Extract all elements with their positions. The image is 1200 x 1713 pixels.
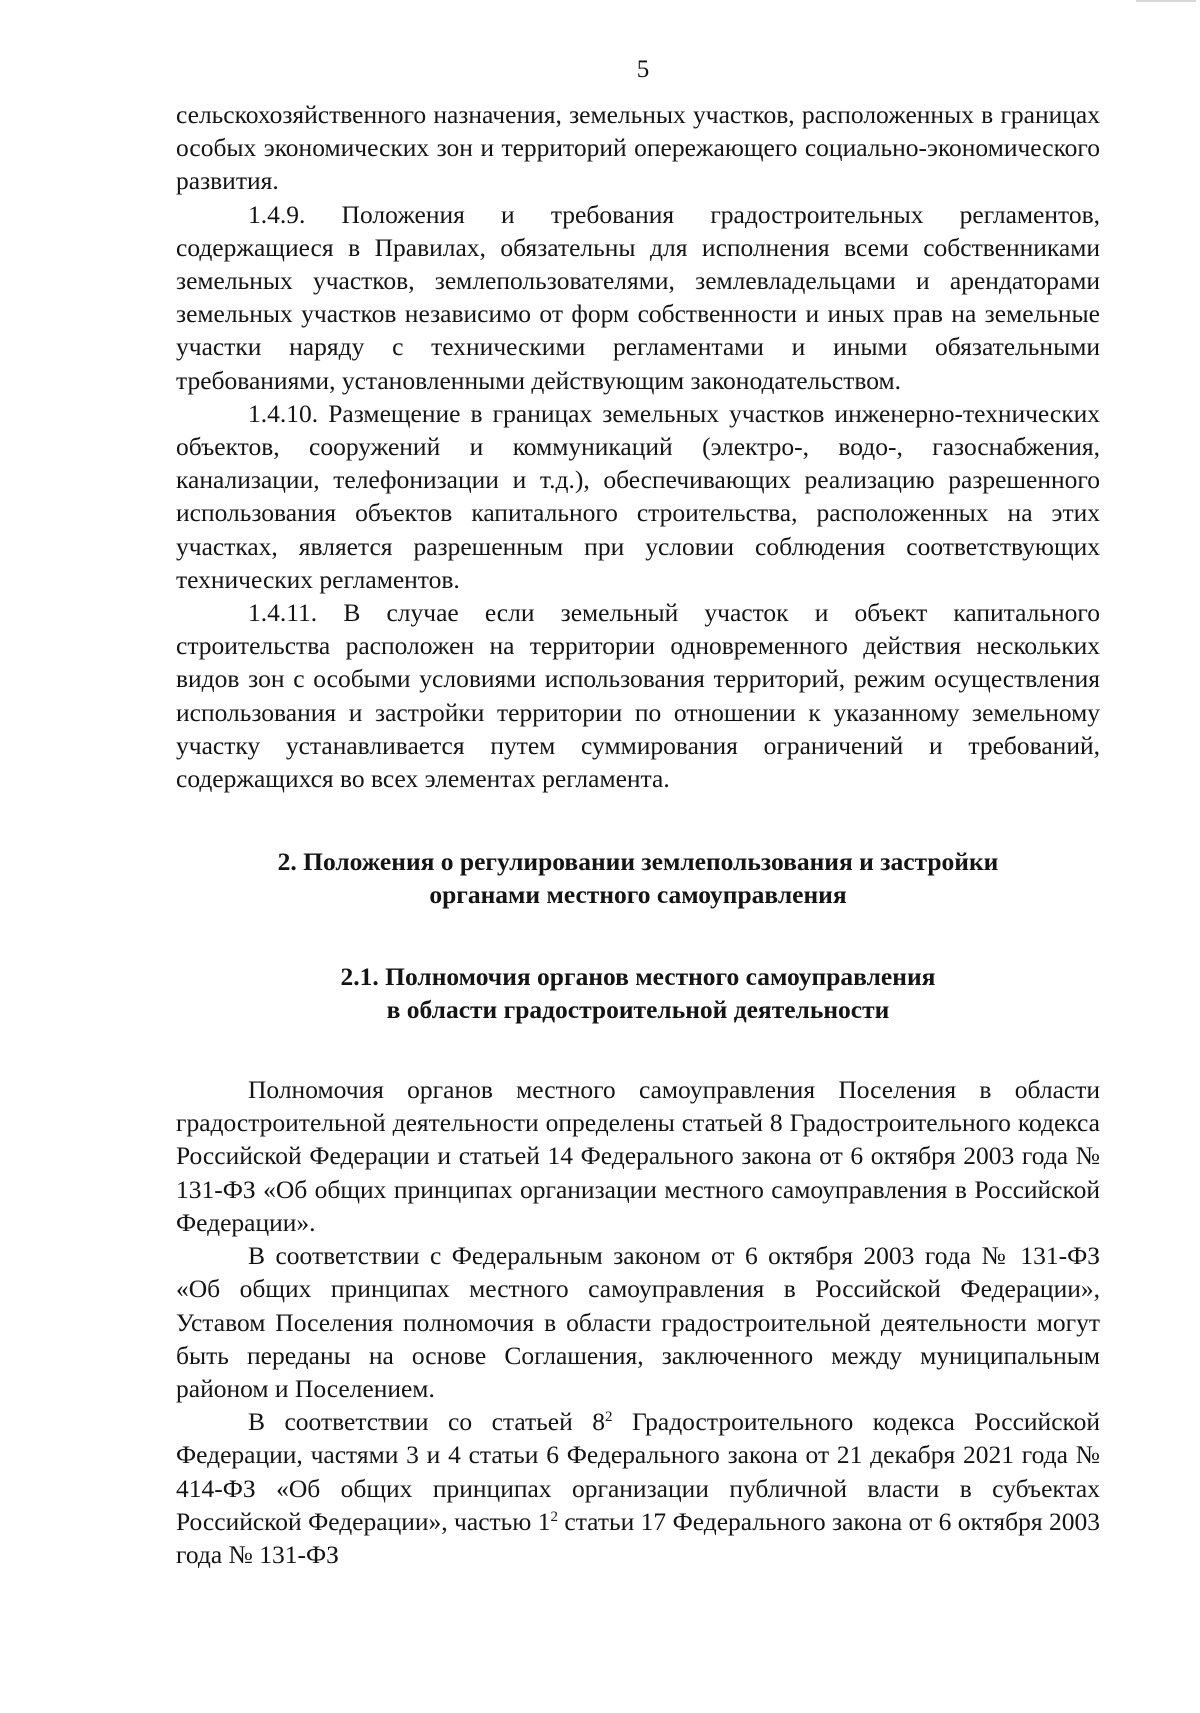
paragraph-continuation: сельскохозяйственного назначения, земельных участков, расположенных в границах особых экономических зон и территорий опережающего социально-экономического развития. xyxy=(176,100,1100,196)
paragraph-1-4-11: 1.4.11. В случае если земельный участок и объект капитального строительства расположен на территории одновременного действия нескольких видов зон с особыми условиями использования территорий, режим осуществления использования и застройки территории по отношении к указанному земельному участку устанавливается путем суммирования ограничений и требований, содержащихся во всех элементах регламента. xyxy=(176,598,1100,794)
superscript-2-b: 2 xyxy=(550,1508,558,1525)
paragraph-1-4-10: 1.4.10. Размещение в границах земельных участков инженерно-технических объектов, сооружений и коммуникаций (электро-, водо-, газоснабжения, канализации, телефонизации и т.д.), обеспечивающих реализацию разрешенного использования объектов капитального строительства, расположенных на этих участках, является разрешенным при условии соблюдения соответствующих технических регламентов. xyxy=(176,398,1100,594)
subsection-heading-line-1: 2.1. Полномочия органов местного самоуправления xyxy=(340,961,936,991)
superscript-2-a: 2 xyxy=(605,1409,613,1426)
subsection-heading xyxy=(176,960,1100,1026)
section-heading-line-1: 2. Положения о регулировании землепользования и застройки xyxy=(277,847,999,877)
paragraph-powers: Полномочия органов местного самоуправления Поселения в области градостроительной деятельности определены статьей 8 Градостроительного кодекса Российской Федерации и статьей 14 Федерального закона от 6 октября 2003 года № 131-ФЗ «Об общих принципах организации местного самоуправления в Российской Федерации». xyxy=(176,1075,1100,1237)
page-number: 5 xyxy=(636,56,650,83)
legal-basis-part-1: В соответствии со статьей 8 xyxy=(248,1407,606,1437)
legal-basis-part-2: Градостроительного кодекса Российской Федерации, частями 3 и 4 статьи 6 Федерального закона от 21 декабря 2021 года № 414-ФЗ «Об общих принципах организации публичной власти в субъектах Российской Федерации», частью 1 xyxy=(176,1407,1100,1536)
document-page xyxy=(176,54,1100,1571)
legal-basis-part-3: статьи 17 Федерального закона от 6 октября 2003 года № 131-ФЗ xyxy=(176,1506,1100,1569)
paragraph-legal-basis xyxy=(176,1405,1100,1571)
subsection-heading-line-2: в области градостроительной деятельности xyxy=(386,994,890,1024)
scan-edge-mark xyxy=(1136,0,1196,2)
section-heading xyxy=(176,845,1100,911)
paragraph-transfer: В соответствии с Федеральным законом от 6 октября 2003 года № 131-ФЗ «Об общих принципах местного самоуправления в Российской Федерации», Уставом Поселения полномочия в области градостроительной деятельности могут быть переданы на основе Соглашения, заключенного между муниципальным районом и Поселением. xyxy=(176,1241,1100,1403)
section-heading-line-2: органами местного самоуправления xyxy=(429,880,847,910)
paragraph-1-4-9: 1.4.9. Положения и требования градостроительных регламентов, содержащиеся в Правилах, обязательны для исполнения всеми собственниками земельных участков, землепользователями, землевладельцами и арендаторами земельных участков независимо от форм собственности и иных прав на земельные участки наряду с техническими регламентами и иными обязательными требованиями, установленными действующим законодательством. xyxy=(176,199,1100,395)
